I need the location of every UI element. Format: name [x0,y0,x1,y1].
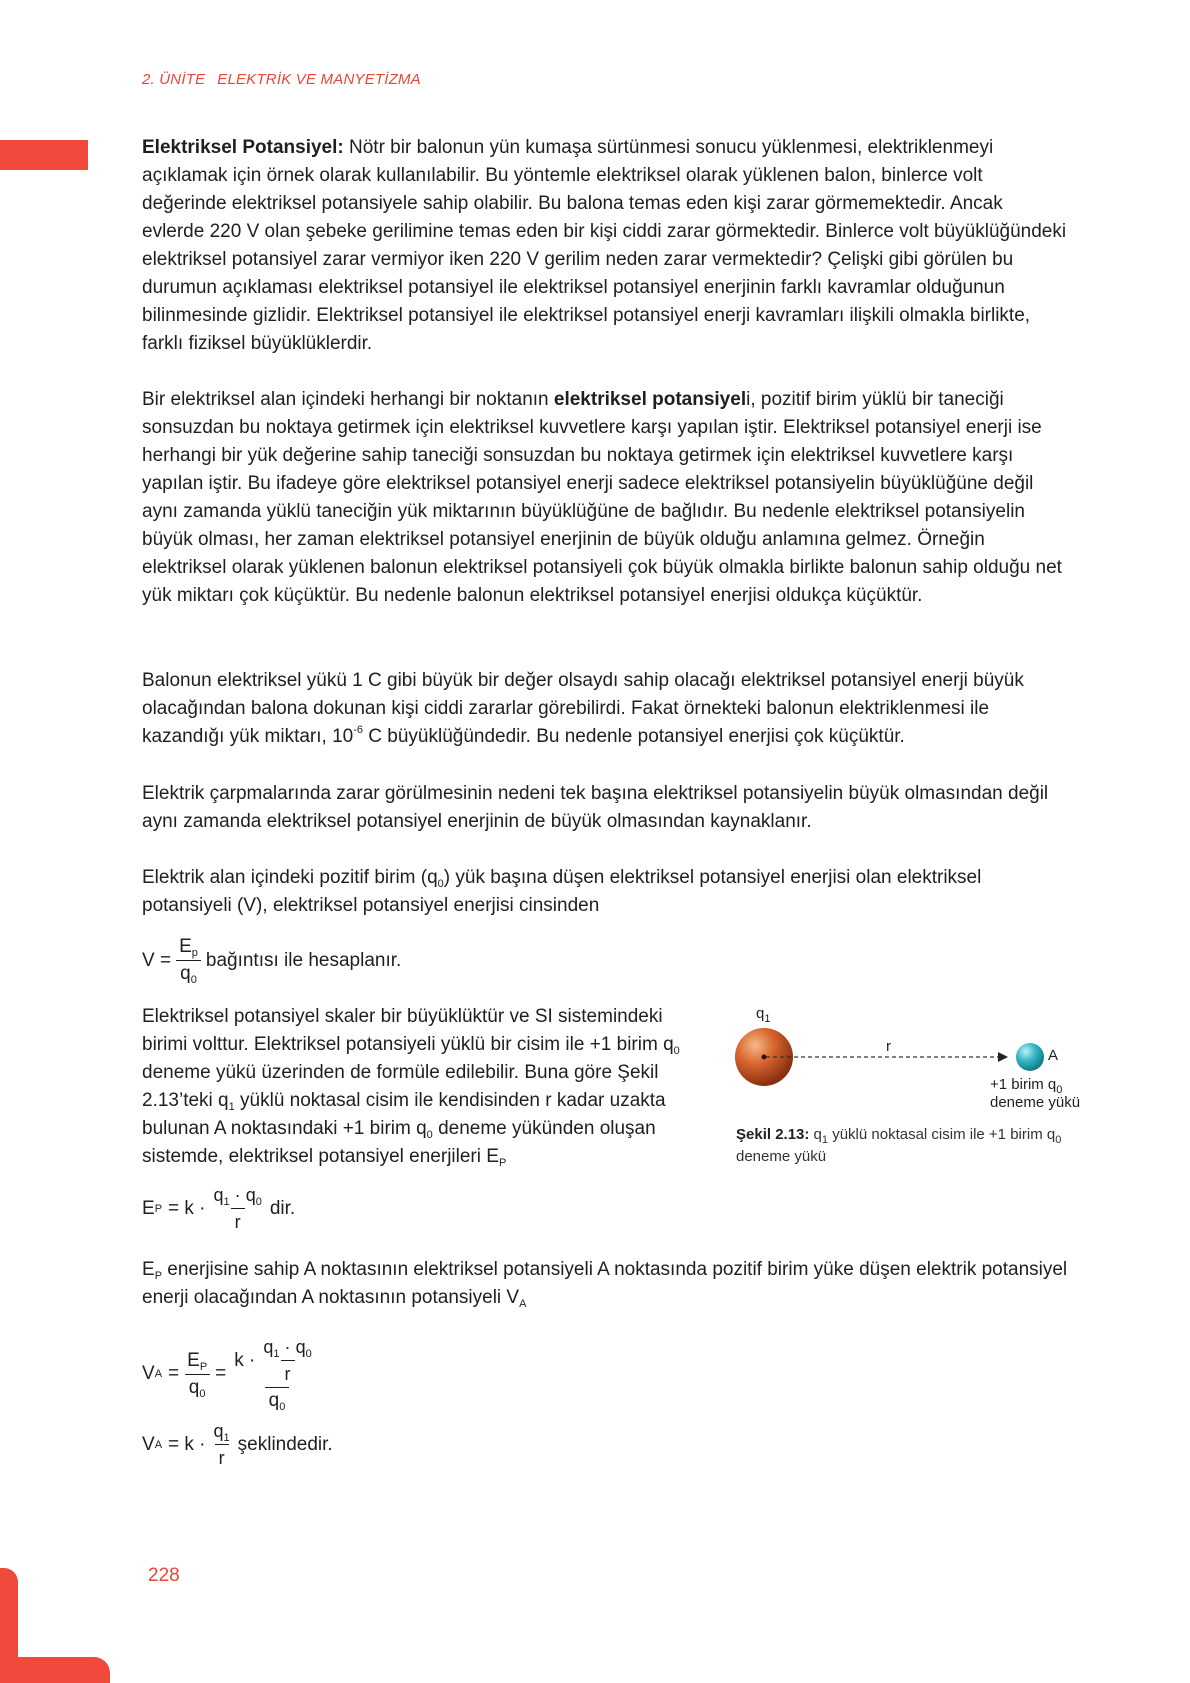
figure-label-r: r [886,1038,891,1055]
paragraph-text: C büyüklüğündedir. Bu nedenle potansiyel enerjisi çok küçüktür. [363,726,905,747]
formula-symbol: q [268,1390,280,1411]
formula-symbol: V [142,1363,155,1384]
bold-term: elektriksel potansiyel [553,389,747,410]
subscript: 1 [764,1013,771,1025]
paragraph-text: ) yük başına düşen elektriksel potansiyel enerjisi olan elektriksel potansiyeli (V), elektriksel potansiyel enerjisi cinsinden [142,867,982,916]
formula-operator: k · [234,1349,256,1371]
formula-operator: = k · [168,1433,206,1455]
formula-potential-definition [142,936,401,985]
formula-potential-energy: E P = k · $\frac{q_1 \cdot q_0}{r}$ dir. [142,1185,296,1232]
paragraph-text: enerjisine sahip A noktasının elektriksel potansiyeli A noktasında pozitif birim yüke düşen elektrik potansiyel enerji olacağından A noktasının potansiyeli V [142,1259,1068,1308]
formula-text: şeklindedir. [237,1433,333,1455]
numerator [230,1336,323,1387]
paragraph-scalar-quantity [142,1003,712,1171]
q-label: q [756,1005,765,1022]
paragraph-text: E [142,1259,155,1280]
paragraph-text: Elektrik çarpmalarında zarar görülmesinin nedeni tek başına elektriksel potansiyelin büyük olmasından değil aynı zamanda elektriksel potansiyel enerjinin de büyük olmasından kaynaklanır. [142,783,1049,832]
subscript: P [199,1360,208,1373]
numerator [175,936,202,960]
formula-operator: = [215,1363,227,1384]
running-header [142,71,421,88]
figure-label-A: A [1048,1047,1059,1064]
paragraph-text: Nötr bir balonun yün kumaşa sürtünmesi sonucu yüklenmesi, elektriklenmeyi açıklamak için örnek olarak kullanılabilir. Bu yöntemle elektriksel olarak yüklenen balon, binlerce volt değerinde elektriksel potansiyele sahip olabilir. Bu balona temas eden kişi zarar görmemektedir. Ancak evlerde 220 V olan şebeke gerilimine temas eden bir kişi ciddi zarar görmektedir. Binlerce volt büyüklüğündeki elektriksel potansiyel zarar vermiyor iken 220 V gerilim neden zarar vermektedir? Çelişki gibi görülen bu durumun açıklaması elektriksel potansiyel ile elektriksel potansiyel enerjinin farklı kavramlar olduğunun bilinmesinde gizlidir. Elektriksel potansiyel ile elektriksel potansiyel enerji kavramları ilişkili olmakla birlikte, farklı fiziksel büyüklüklerdir. [142,137,1067,354]
formula-lhs: V = [142,949,172,971]
denominator [185,1374,210,1399]
numerator [183,1350,211,1374]
subscript: P [498,1157,507,1169]
formula-operator: = k · [168,1197,206,1219]
subscript: 0 [1056,1084,1063,1096]
formula-operator: · [284,1337,291,1357]
chapter-side-tab [0,140,88,170]
unit-label: 2. ÜNİTE [142,71,206,88]
figure-label-q1 [756,1005,770,1023]
subscript: 0 [190,974,197,986]
paragraph-text: yüklü noktasal cisim ile kendisinden r kadar uzakta bulunan A noktasındaki +1 birim q [142,1090,666,1139]
compound-fraction [230,1336,323,1412]
subscript: 0 [1055,1134,1062,1146]
formula-operator: · [234,1185,241,1205]
unit-title: ELEKTRİK VE MANYETİZMA [217,71,421,88]
paragraph-balloon-charge [142,667,1068,751]
subscript: 0 [199,1387,206,1400]
figure-caption [736,1124,1096,1168]
paragraph-text: deneme yükü üzerinden de formüle edilebilir. Buna göre Şekil 2.13’teki q [142,1062,659,1111]
denominator: r [231,1208,245,1233]
formula-potential-result: V A = k · $\frac{q_1}{r}$ şeklindedir. [142,1421,333,1468]
test-charge-text: +1 birim q [990,1076,1057,1093]
figure-label-test-charge [990,1076,1080,1112]
paragraph-potential-at-A [142,1256,1068,1312]
sphere-center-dot [762,1055,767,1060]
subscript: 1 [228,1101,235,1113]
fraction [175,936,202,985]
formula-symbol: E [179,936,192,957]
exponent: -6 [353,724,363,736]
formula-symbol: V [142,1433,155,1455]
subscript: 0 [279,1401,286,1413]
formula-operator: = [168,1363,180,1384]
formula-text: dir. [269,1197,296,1219]
formula-symbol: q [295,1337,306,1357]
arrow-head [998,1052,1008,1062]
formula-text: bağıntısı ile hesaplanır. [205,949,402,971]
formula-potential-derivation: V A = $\frac{E_P}{q_0}$ = k · $\frac{q_1 \cdot q_0}{r}$ $q_0$ [142,1336,328,1412]
subscript: 1 [223,1196,230,1208]
paragraph-definition [142,386,1068,610]
formula-symbol: q [263,1337,274,1357]
subscript: 0 [305,1348,312,1360]
paragraph-text: deneme yükünden oluşan sistemde, elektriksel potansiyel enerjileri E [142,1118,656,1167]
paragraph-potential-per-unit [142,864,1068,920]
paragraph-text: Balonun elektriksel yükü 1 C gibi büyük bir değer olsaydı sahip olacağı elektriksel potansiyel enerji büyük olacağından balona dokunan kişi ciddi zararlar görebilirdi. Fakat örnekteki balonun elektriklenmesi ile kazandığı yük miktarı, 10 [142,670,1024,747]
inner-numerator [259,1336,315,1360]
fraction [183,1350,211,1399]
formula-symbol: E [142,1197,155,1219]
subscript: P [154,1270,163,1282]
page-number: 228 [148,1565,180,1586]
denominator [265,1387,290,1412]
fraction [210,1420,234,1469]
subscript: 0 [673,1045,680,1057]
inner-denominator: r [281,1360,295,1385]
caption-text: q [809,1126,822,1143]
inner-fraction [259,1336,315,1385]
subscript: 1 [821,1134,829,1146]
numerator [210,1184,266,1208]
subscript: 0 [255,1196,262,1208]
test-charge-text-2: deneme yükü [990,1094,1081,1111]
numerator [210,1420,234,1444]
subscript: A [519,1298,527,1310]
fraction [210,1184,266,1233]
term-electric-potential: Elektriksel Potansiyel: [142,137,344,158]
paragraph-electric-potential-intro [142,134,1068,358]
caption-label: Şekil 2.13: [736,1126,810,1143]
paragraph-text: i, pozitif birim yüklü bir taneciği sonsuzdan bu noktaya getirmek için elektriksel kuvvetlere karşı yapılan iştir. Elektriksel potansiyel enerji ise herhangi bir yük değerine sahip taneciği sonsuzdan bu noktaya getirmek için elektriksel kuvvetlere karşı yapılan iştir. Bu ifadeye göre elektriksel potansiyel enerji sadece elektriksel potansiyelin büyüklüğüne değil aynı zamanda yüklü taneciğin yük miktarının büyüklüğüne de bağlıdır. Bu nedenle elektriksel potansiyelin büyük olması, her zaman elektriksel potansiyel enerjinin de büyük olduğu anlamına gelmez. Örneğin elektriksel olarak yüklenen balonun elektriksel potansiyeli çok büyük olmakla birlikte balonun sahip olduğu net yük miktarı çok küçüktür. Bu nedenle balonun elektriksel potansiyel enerjisi oldukça küçüktür. [142,389,1062,606]
page-corner-accent-bottom [0,1657,110,1683]
caption-text: yüklü noktasal cisim ile +1 birim q [828,1126,1056,1143]
formula-symbol: q [180,963,191,984]
formula-symbol: q [188,1376,200,1398]
denominator [176,960,201,985]
paragraph-text: Bir elektriksel alan içindeki herhangi bir noktanın [142,389,554,410]
paragraph-electric-shock [142,780,1068,836]
test-charge-sphere [1016,1043,1044,1071]
subscript: 1 [223,1432,230,1444]
subscript: p [191,947,198,959]
caption-text: deneme yükü [736,1148,827,1165]
subscript: 1 [273,1348,280,1360]
denominator: r [215,1444,229,1469]
subscript: 0 [426,1129,433,1141]
formula-symbol: q [213,1185,224,1205]
paragraph-text: Elektriksel potansiyel skaler bir büyüklüktür ve SI sistemindeki birimi volttur. Elektriksel potansiyeli yüklü bir cisim ile +1 birim q [142,1006,674,1055]
formula-symbol: q [245,1185,256,1205]
paragraph-text: Elektrik alan içindeki pozitif birim (q [142,867,438,888]
formula-symbol: E [187,1349,200,1371]
subscript: 0 [437,878,444,890]
formula-symbol: q [213,1421,224,1441]
